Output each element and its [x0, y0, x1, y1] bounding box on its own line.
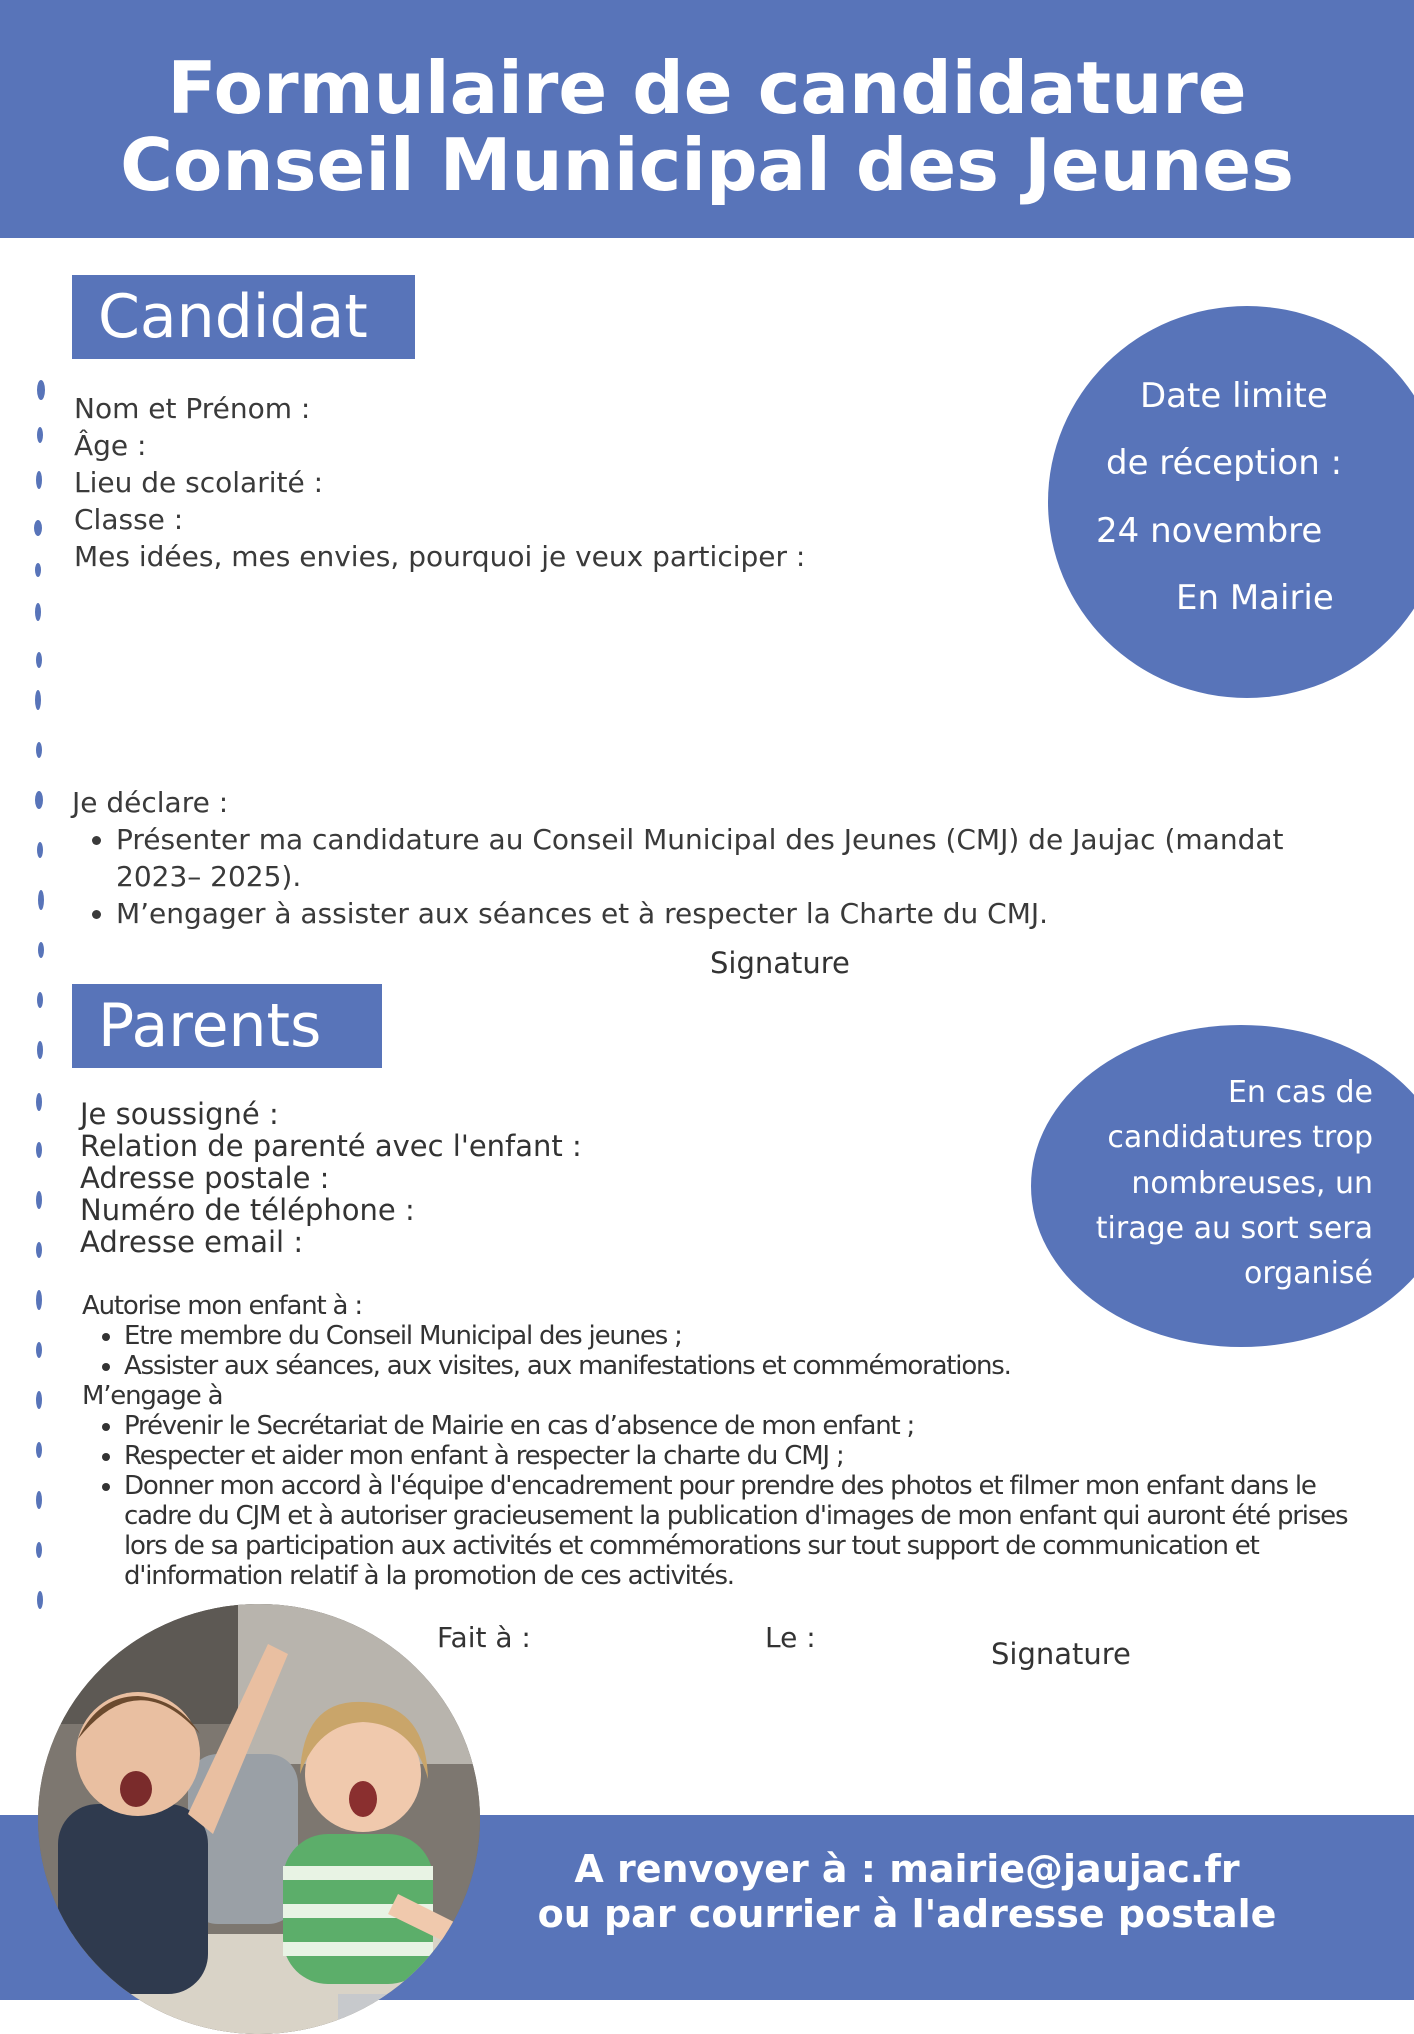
lottery-line3: nombreuses, un — [1131, 1166, 1373, 1201]
field-adresse-postale: Adresse postale : — [80, 1161, 330, 1195]
field-email: Adresse email : — [80, 1225, 304, 1259]
deadline-line2: de réception : — [1106, 443, 1343, 483]
lottery-line2: candidatures trop — [1107, 1120, 1373, 1155]
parent-signature-label: Signature — [991, 1637, 1131, 1671]
field-soussigne: Je soussigné : — [80, 1097, 279, 1131]
lottery-line1: En cas de — [1227, 1075, 1373, 1110]
field-lieu-scolarite: Lieu de scolarité : — [74, 466, 324, 499]
date-label: Le : — [765, 1621, 816, 1654]
section-title-parents: Parents — [72, 984, 382, 1068]
autorise-item: • Etre membre du Conseil Municipal des jeunes ; — [124, 1321, 1362, 1351]
fait-a-label: Fait à : — [437, 1621, 531, 1654]
engage-item: • Respecter et aider mon enfant à respecter la charte du CMJ ; — [124, 1441, 1354, 1471]
field-telephone: Numéro de téléphone : — [80, 1193, 415, 1227]
form-title-line2: Conseil Municipal des Jeunes — [120, 123, 1294, 207]
declaration-block — [72, 784, 1296, 932]
lottery-line4: tirage au sort sera — [1095, 1211, 1373, 1246]
engage-item: • Donner mon accord à l'équipe d'encadrement pour prendre des photos et filmer mon enfant dans le cadre du CJM et à autoriser gracieusement la publication d'images de mon enfant qui auront été prises lors de sa participation aux activités et commémorations sur tout support de communication et d'information relatif à la promotion de ces activités. — [124, 1471, 1354, 1591]
field-classe: Classe : — [74, 503, 184, 536]
field-idees: Mes idées, mes envies, pourquoi je veux participer : — [74, 540, 806, 573]
footer-line1: A renvoyer à : mairie@jaujac.fr — [574, 1847, 1240, 1891]
field-age: Âge : — [74, 429, 147, 462]
field-nom-prenom: Nom et Prénom : — [74, 392, 311, 425]
deadline-circle — [1048, 306, 1414, 698]
lottery-line5: organisé — [1243, 1256, 1373, 1291]
field-relation-parente: Relation de parenté avec l'enfant : — [80, 1129, 582, 1163]
engage-intro: M’engage à — [82, 1381, 223, 1411]
declaration-item: • M’engager à assister aux séances et à respecter la Charte du CMJ. — [116, 895, 1296, 932]
deadline-line4: En Mairie — [1176, 578, 1334, 618]
children-photo — [38, 1604, 480, 2034]
autorise-intro: Autorise mon enfant à : — [82, 1291, 362, 1321]
candidate-signature-label: Signature — [710, 946, 850, 980]
autorise-item: • Assister aux séances, aux visites, aux manifestations et commémorations. — [124, 1351, 1362, 1381]
deadline-line1: Date limite — [1140, 376, 1328, 416]
footer-line2: ou par courrier à l'adresse postale — [537, 1892, 1277, 1936]
header-banner — [0, 0, 1414, 238]
engage-item: • Prévenir le Secrétariat de Mairie en cas d’absence de mon enfant ; — [124, 1411, 1354, 1441]
declaration-intro: Je déclare : — [72, 786, 229, 819]
deadline-line3: 24 novembre — [1096, 511, 1323, 551]
declaration-item: • Présenter ma candidature au Conseil Municipal des Jeunes (CMJ) de Jaujac (mandat 2023– 2025). — [116, 821, 1296, 895]
section-title-candidat: Candidat — [72, 275, 415, 359]
form-title-line1: Formulaire de candidature — [167, 46, 1247, 130]
decorative-dotted-line — [32, 380, 52, 1830]
